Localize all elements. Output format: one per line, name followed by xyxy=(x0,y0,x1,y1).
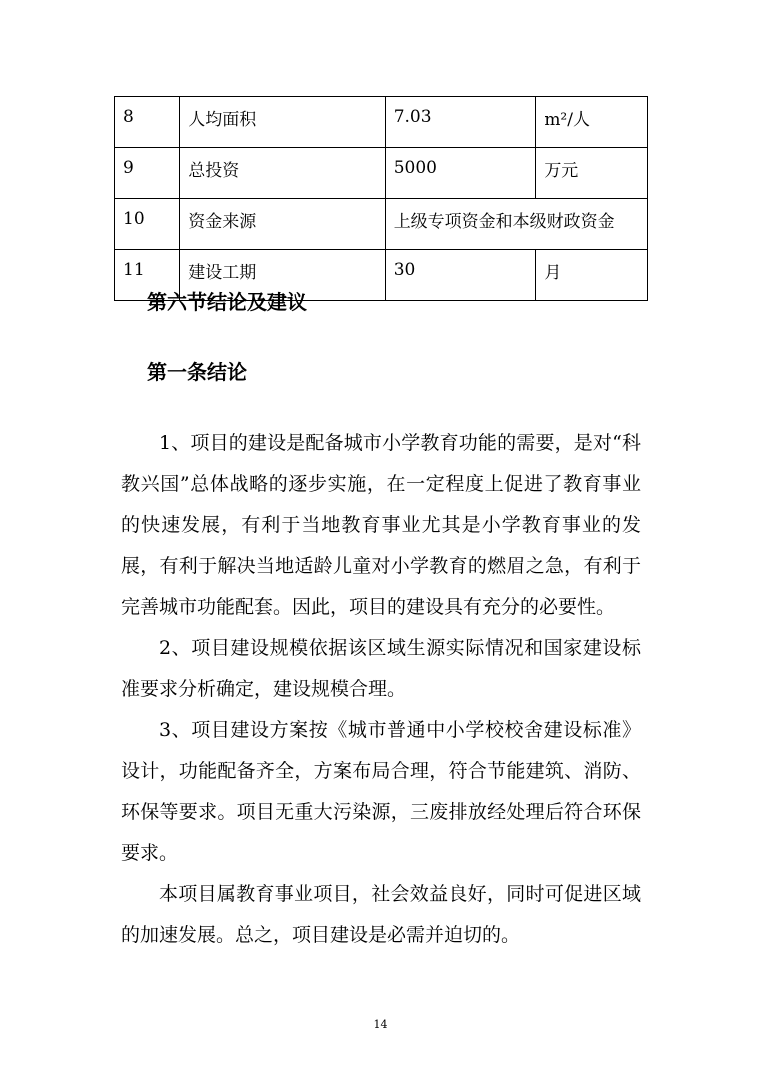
row-number: 10 xyxy=(115,199,180,250)
paragraph: 本项目属教育事业项目，社会效益良好，同时可促进区域的加速发展。总之，项目建设是必需并迫切的。 xyxy=(121,883,641,946)
row-value: 5000 xyxy=(385,148,536,199)
row-unit: 月 xyxy=(536,250,648,301)
row-value: 上级专项资金和本级财政资金 xyxy=(385,199,647,250)
row-item: 人均面积 xyxy=(180,97,385,148)
paragraph: 3、项目建设方案按《城市普通中小学校校舍建设标准》设计，功能配备齐全，方案布局合理，符合节能建筑、消防、环保等要求。项目无重大污染源，三废排放经处理后符合环保要求。 xyxy=(121,719,641,864)
paragraph: 1、项目的建设是配备城市小学教育功能的需要，是对“科教兴国”总体战略的逐步实施，在一定程度上促进了教育事业的快速发展，有利于当地教育事业尤其是小学教育事业的发展，有利于解决当地适龄儿童对小学教育的燃眉之急，有利于完善城市功能配套。因此，项目的建设具有充分的必要性。 xyxy=(121,432,641,618)
table-row xyxy=(115,199,648,250)
table-row xyxy=(115,148,648,199)
row-number: 9 xyxy=(115,148,180,199)
article-heading: 第一条结论 xyxy=(147,360,247,384)
row-item: 总投资 xyxy=(180,148,385,199)
row-item: 资金来源 xyxy=(180,199,385,250)
conclusion-body xyxy=(121,423,641,956)
row-unit: 万元 xyxy=(536,148,648,199)
section-heading: 第六节结论及建议 xyxy=(147,290,307,314)
row-item: 建设工期 xyxy=(180,250,385,301)
project-summary-table xyxy=(114,96,648,301)
row-value: 7.03 xyxy=(385,97,536,148)
paragraph: 2、项目建设规模依据该区域生源实际情况和国家建设标准要求分析确定，建设规模合理。 xyxy=(121,637,641,700)
row-value: 30 xyxy=(385,250,536,301)
row-number: 11 xyxy=(115,250,180,301)
page-number: 14 xyxy=(373,1018,388,1031)
row-number: 8 xyxy=(115,97,180,148)
row-unit: m²/人 xyxy=(536,97,648,148)
table-row xyxy=(115,97,648,148)
